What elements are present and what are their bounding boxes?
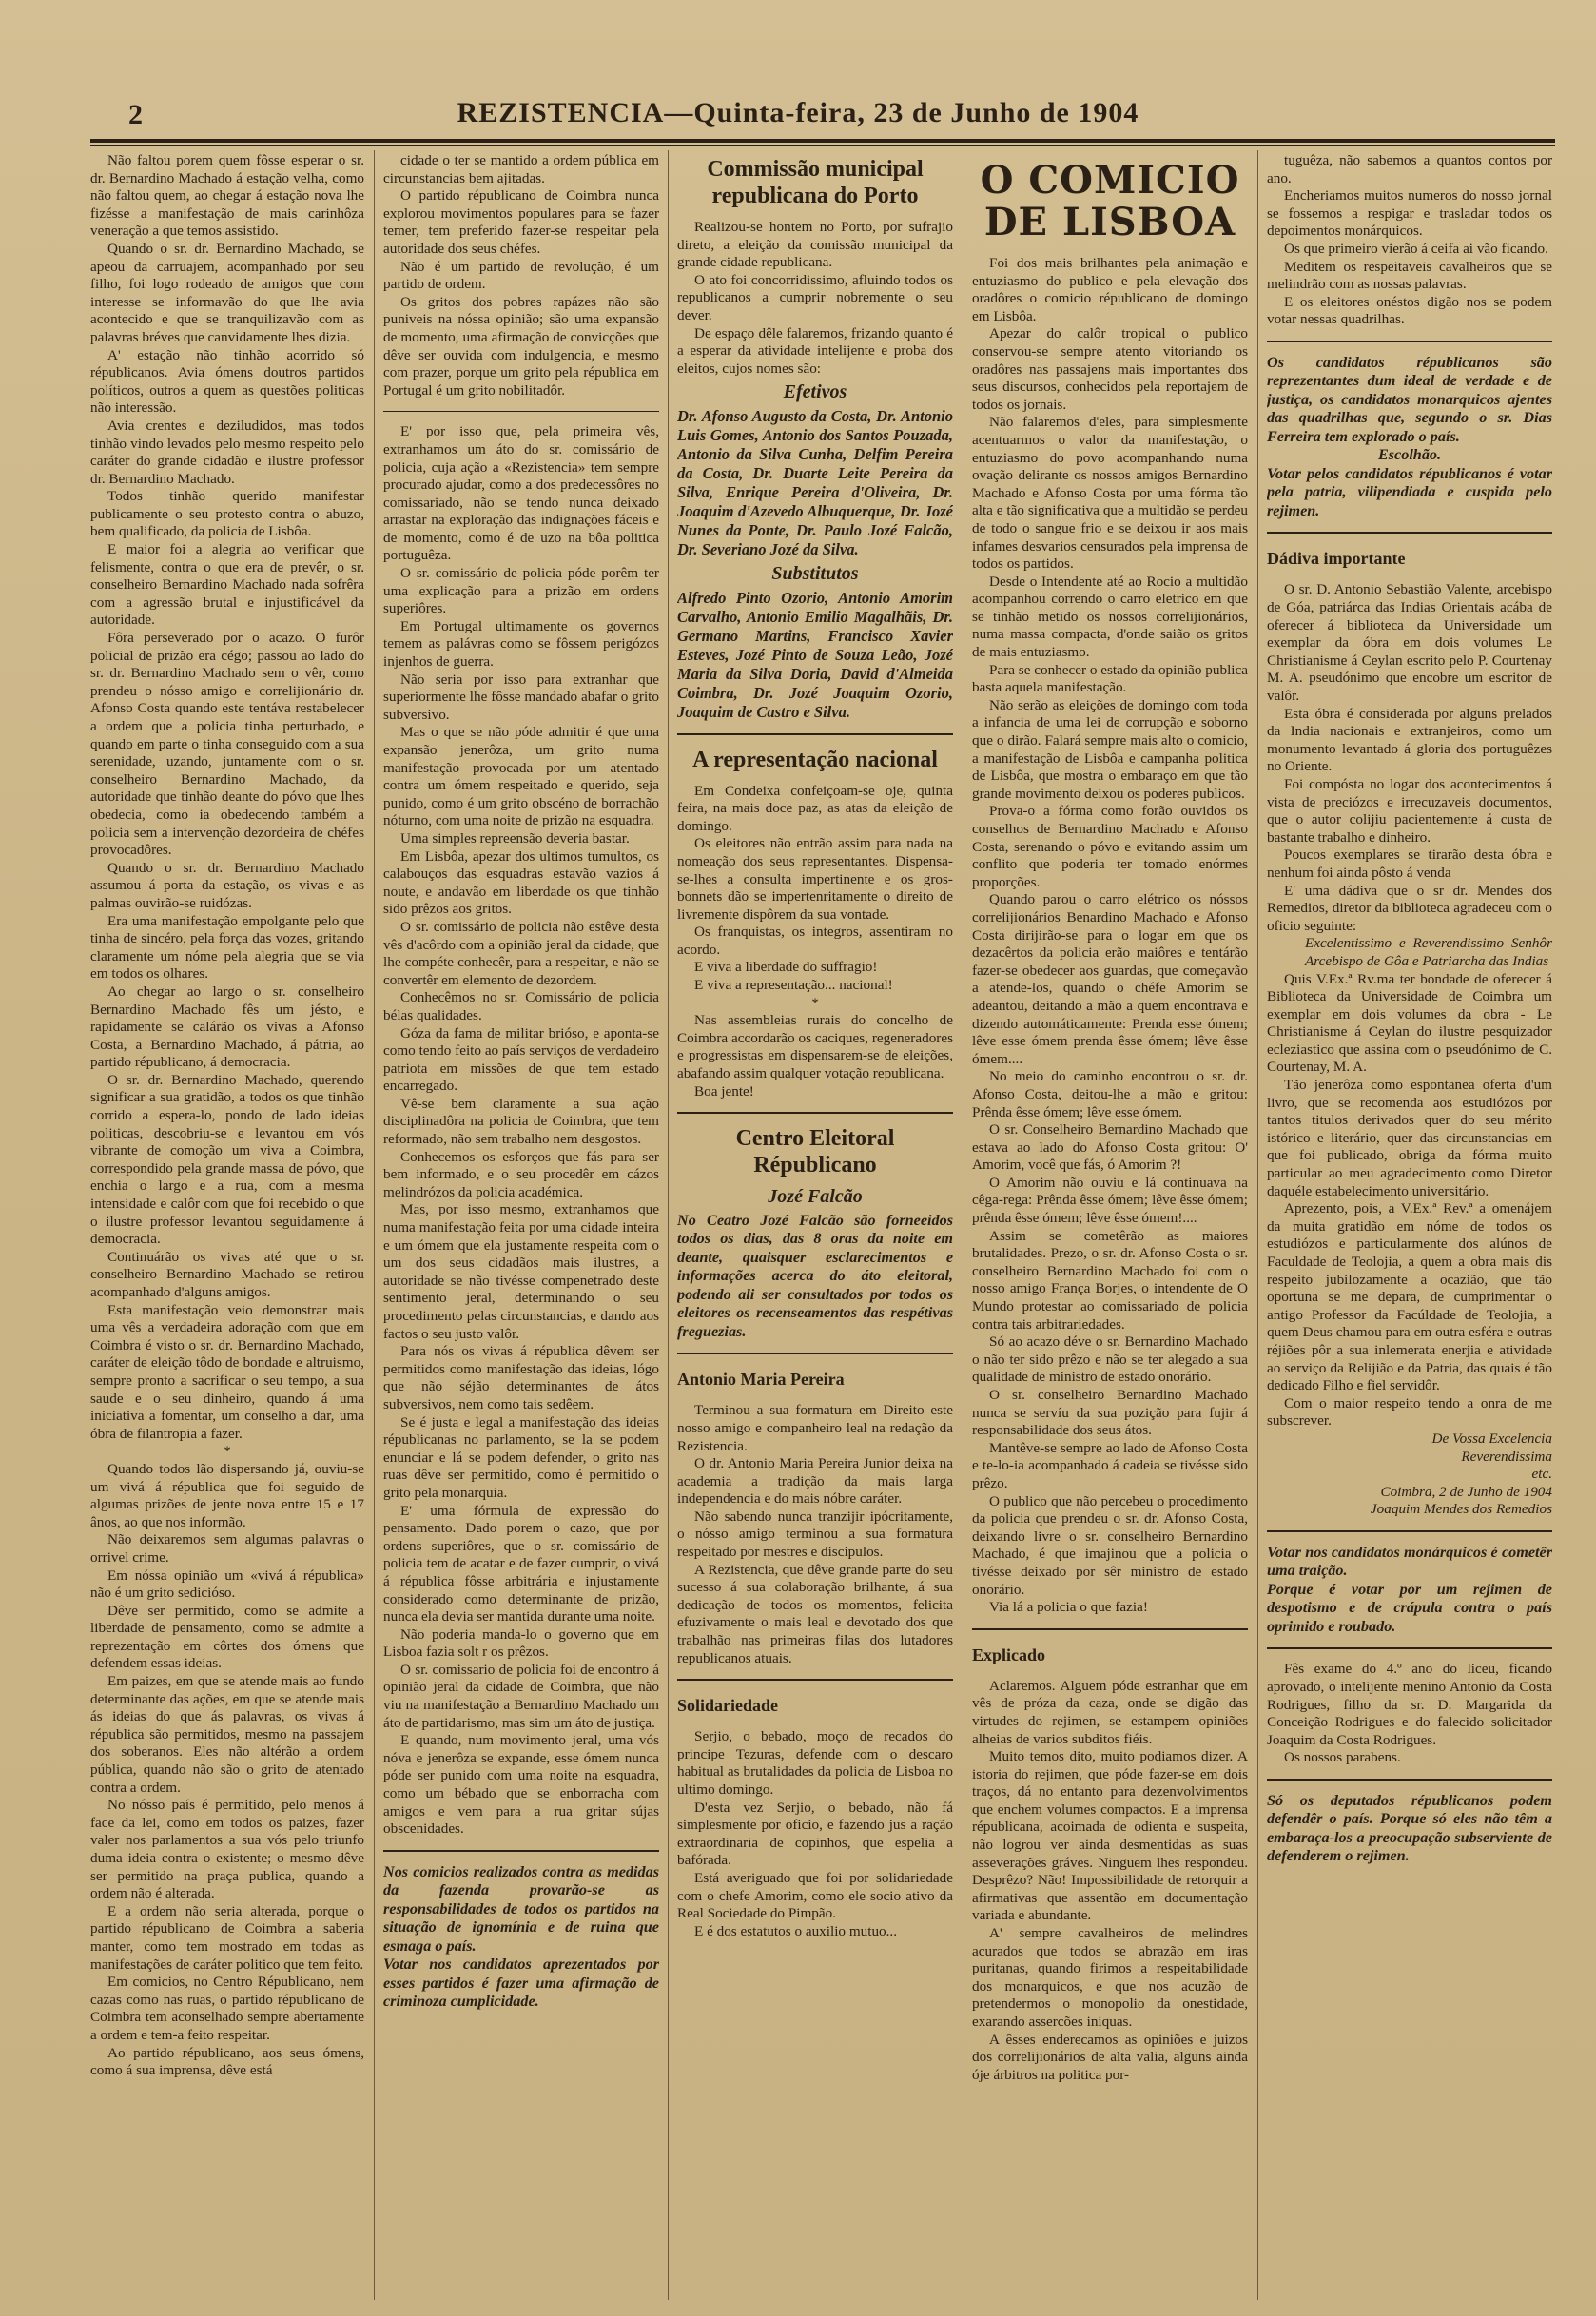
- section-subtitle: Jozé Falcão: [768, 1186, 863, 1208]
- paragraph: De espaço dêle falaremos, frizando quanto é a esperar da atividade intelijente e proba dos eleitos, cujos nomes são:: [677, 324, 953, 377]
- paragraph: Em paizes, em que se atende mais ao fundo determinante das ações, em que se atende mais ás ideias do que ás palavras, os vivas á républica são permitidos, mesmo na passajem dos soberanos. Eles não altérão a ordem pública, quando não são o grito de atentado contra a ordem.: [90, 1673, 364, 1796]
- paragraph: Vê-se bem claramente a sua ação disciplinadôra na policia de Coimbra, que tem reformado, não sem trabalho nem desgostos.: [383, 1095, 659, 1148]
- section-divider: [1267, 1779, 1552, 1781]
- paragraph: Aprezento, pois, a V.Ex.ª Rev.ª a omenájem da muita gratidão em nóme de todos os estudiózos e particularmente dos alúnos de Faculdade de Teolojia, a quem a obra mais dis respeito jubilozamente a ocazião, que tão oportuna se me depara, de cumprimentar o antigo Professor da Facúldade de Teolojia, a quem Deus chamou para em outra esféra e outras réjiões pôr a sua inlemerata enerjia e atividade ao serviço da Relijião e da Patria, das quais é tão dedicado Filho e fiel servidôr.: [1267, 1200, 1552, 1394]
- column-5: [1267, 152, 1552, 2292]
- paragraph: E' uma fórmula de expressão do pensamento. Dado porem o cazo, que por ordens superiôres, que o sr. comissário de policia tem de acatar e de fazer cumprir, o vivá á républica fôsse arbitrária e injustamente considerado como determinante de prizão, nunca ela devia ser mantida durante uma noite.: [383, 1502, 659, 1625]
- paragraph: Uma simples repreensão deveria bastar.: [400, 829, 630, 847]
- column-2: [383, 152, 659, 2292]
- signature-date: Coimbra, 2 de Junho de 1904: [1380, 1483, 1552, 1500]
- paragraph: Aclaremos. Alguem póde estranhar que em vês de próza da caza, onde se digão das virtudes do rejimen, se estampem opiniões alheias de varios subditos fiéis.: [972, 1677, 1248, 1747]
- paragraph: O sr. dr. Bernardino Machado, querendo significar a sua gratidão, a todos os que tinhão corrido a espera-lo, pondo de lado ideias politicas, descobriu-se e levantou em vós vibrante de comoção um viva a Coimbra, correspondido pela grande massa de póvo, que enchia o largo e a rua, com a mesma intensidade e calôr com que foi recebido o que o ilustre professor levantou seguidamente á democracia.: [90, 1071, 364, 1248]
- section-divider: [1267, 1530, 1552, 1532]
- paragraph: Era uma manifestação empolgante pelo que tinha de sincéro, pela força das vozes, gritando claramente um nóme pela alegria que se via em todos os olhares.: [90, 912, 364, 983]
- paragraph: Poucos exemplares se tirarão desta óbra e nenhum foi ainda pôsto á venda: [1267, 847, 1552, 881]
- paragraph: Conhecemos os esforços que fás para ser bem informado, e o seu procedêr em cázos melindrózos da policia académica.: [383, 1148, 659, 1200]
- paragraph: Conhecêmos no sr. Comissário de policia bélas qualidades.: [383, 989, 659, 1023]
- section-divider: [677, 1353, 953, 1354]
- section-divider: [677, 733, 953, 735]
- section-title: Explicado: [972, 1645, 1046, 1664]
- bold-notice: Nos comicios realizados contra as medidas da fazenda provarão-se as responsabilidades de todos os partidos na situação de ignomínia e de ruina que esmaga o país.: [383, 1862, 659, 1955]
- section-title: O COMICIO DE LISBOA: [980, 158, 1240, 244]
- paragraph: Se é justa e legal a manifestação das ideias républicanas no parlamento, se la se podem enunciar e lá se podem defender, o grito nas ruas dêve ser permitido, como é permitido o grito pela monarquia.: [383, 1413, 659, 1501]
- paragraph: Tão jenerôza como espontanea oferta d'um livro, que se recomenda aos estudiózos por tantos titulos derivados quer do seu mérito istórico e literário, quer das circunstancias em que foi publicado, obriga da fórma muito particular ao meu agradecimento como Diretor daquéle estabelecimento universitário.: [1267, 1077, 1552, 1199]
- names-list: Dr. Afonso Augusto da Costa, Dr. Antonio Luis Gomes, Antonio dos Santos Pouzada, Antonio da Silva Cunha, Delfim Pereira da Costa, Dr. Duarte Leite Pereira da Silva, Enrique Pereira d'Oliveira, Dr. Joaquim d'Azevedo Albuquerque, Dr. Jozé Nunes da Ponte, Dr. Paulo Jozé Falcão, Dr. Severiano Jozé da Silva.: [677, 406, 953, 558]
- section-divider: [383, 1850, 659, 1852]
- paragraph: O partido républicano de Coimbra nunca explorou movimentos populares para se fazer temer, tem preferido fazer-se respeitar pela autoridade dos seus chéfes.: [383, 187, 659, 257]
- paragraph: Não falaremos d'eles, para simplesmente acentuarmos o valor da manifestação, o entuziasmo do povo acompanhando numa ovação delirante os nossos amigos Bernardino Machado e Afonso Costa por uma fórma tão alta e tão significativa que a multidão se perdeu de todo o sangue frio e se deixou ir aos mais infames desvarios censurados pela imprensa de todos os partidos.: [972, 414, 1248, 573]
- paragraph: Não poderia manda-lo o governo que em Lisboa fazia solt r os prêzos.: [383, 1625, 659, 1661]
- paragraph: Está averiguado que foi por solidariedade com o chefe Amorim, como ele socio ativo da Real Sociedade do Pimpão.: [677, 1869, 953, 1922]
- paragraph: Não serão as eleições de domingo com toda a infancia de uma lei de corrupção e soborno que o dirão. Falará sempre mais alto o comicio, a manifestação de Lisbôa e campanha politica de Lisbôa, que mostra o embaraço em que tão grande movimento deixou os poderes publicos.: [972, 696, 1248, 802]
- bold-notice: Só os deputados républicanos podem defendêr o país. Porque só eles não têm a embaraça-los a preocupação subserviente de defenderem o rejimen.: [1267, 1791, 1552, 1865]
- paragraph: Quis V.Ex.ª Rv.ma ter bondade de oferecer á Biblioteca da Universidade de Coimbra um exemplar em dois volumes da obra - Le Christianisme á Ceylan do ilustre pesquizador ecleziastico que assina com o pseudónimo de C. Courtenay, M. A.: [1267, 970, 1552, 1076]
- paragraph: E os eleitores onéstos digão nos se podem votar nessas quadrilhas.: [1267, 293, 1552, 328]
- section-title: A representação nacional: [692, 747, 938, 772]
- bold-notice: No Ceatro Jozé Falcão são forneeidos todos os dias, das 8 oras da noite em deante, quaisquer esclarecimentos e informações acerca do áto eleitoral, podendo ali ser consultados por todos os eleitores os recenseamentos das respétivas freguezias.: [677, 1211, 953, 1340]
- paragraph: Os eleitores não entrão assim para nada na nomeação dos seus representantes. Dispensa-se-lhes a consulta impertinente e os gros-bonnets dão se impertenritamente o direito de livremente dispôrem da sua vontade.: [677, 835, 953, 923]
- paragraph: Desde o Intendente até ao Rocio a multidão acompanhou correndo o carro eletrico em que se tinhão metido os nossos correlijionários, numa massa compacta, d'onde saião os gritos de mais entuziasmo.: [972, 573, 1248, 661]
- paragraph: Quando parou o carro elétrico os nóssos correlijionários Benardino Machado e Afonso Costa dirijirão-se para o logar em que os dezacêrtos da policia erão maiôres e tentárão fazer-se obedecer aos guardas, que começavão a atende-los, quando o chéfe Amorim se adeantou, deitando a mão a quem encontrava e dizendo automáticamente: Prenda esse ómem; lêve esse ómem prenda êsse ómem; lêve êsse ómem....: [972, 891, 1248, 1067]
- section-title: Commissão municipal republicana do Porto: [707, 157, 924, 208]
- paragraph: No nósso país é permitido, pelo menos á face da lei, como em todos os paizes, fazer valer nos parlamentos a sua vós pelo triunfo duma ideia contra o existente; o mesmo dêve ser permitido na praça publica, quando a ordem não é alterada.: [90, 1797, 364, 1902]
- paragraph: O sr. comissário de policia não estêve desta vês d'acôrdo com a opinião jeral da cidade, que lhe compéte conhecêr, para a respeitar, e não se convertêr em elemento de dezordem.: [383, 918, 659, 988]
- column-3: [677, 152, 953, 2292]
- paragraph: O Amorim não ouviu e lá continuava na cêga-rega: Prênda êsse ómem; lêve êsse ómem; prênda êsse ómem; lêve êsse ómem!....: [972, 1174, 1248, 1227]
- paragraph: Em Lisbôa, apezar dos ultimos tumultos, os calabouços das esquadras estavão vazios á noute, e andavão em liberdade os que tinhão sido prêzos aos gritos.: [383, 847, 659, 918]
- paragraph: *: [811, 994, 819, 1011]
- paragraph: O sr. comissario de policia foi de encontro á opinião jeral da cidade de Coimbra, que não viu na manifestação a Bernardino Machado um áto de partidarismo, mas sim um áto de justiça.: [383, 1661, 659, 1731]
- paragraph: E viva a representação... nacional!: [694, 977, 893, 994]
- paragraph: tuguêza, não sabemos a quantos contos por ano.: [1267, 152, 1552, 186]
- paragraph: Boa jente!: [694, 1082, 754, 1100]
- section-divider: [1267, 341, 1552, 342]
- column-divider: [1257, 150, 1258, 2300]
- paragraph: O ato foi concorridissimo, afluindo todos os republicanos a cumprir nobremente o seu dever.: [677, 271, 953, 323]
- paragraph: A' sempre cavalheiros de melindres acurados que todos se abrazão em iras puritanas, quando firimos a respeitabilidade dos monarquicos, e que nos acuzão de pretendermos o monopolio da onestidade, exarando assercões iniquas.: [972, 1925, 1248, 2030]
- section-divider: [677, 1679, 953, 1681]
- paragraph: Em Condeixa confeiçoam-se oje, quinta feira, na mais doce paz, as atas da eleição de domingo.: [677, 782, 953, 834]
- paragraph: D'esta vez Serjio, o bebado, não fá simplesmente por oficio, e fazendo jus a ração extraordinaria de copinhos, que espelia a bafórada.: [677, 1799, 953, 1869]
- bold-notice: Votar nos candidatos monárquicos é cometêr uma traição.: [1267, 1543, 1552, 1580]
- section-subtitle: Efetivos: [783, 381, 847, 403]
- letter-salutation: Excelentissimo e Reverendissimo Senhôr Arcebispo de Gôa e Patriarcha das Indias: [1305, 935, 1552, 969]
- paragraph: Não é um partido de revolução, é um partido de ordem.: [383, 258, 659, 293]
- paragraph: O sr. D. Antonio Sebastião Valente, arcebispo de Góa, patriárca das Indias Orientais acába de oferecer á biblioteca da Universidade um exemplar da óbra em dois volumes Le Christianisme á Ceylan escrito pelo P. Courtenay M. A. pseudónimo que encobre um escritor de valôr.: [1267, 581, 1552, 704]
- page-number: 2: [128, 99, 143, 130]
- paragraph: E' uma dádiva que o sr dr. Mendes dos Remedios, diretor da biblioteca agradeceu com o oficio seguinte:: [1267, 882, 1552, 934]
- column-1: [90, 152, 364, 2292]
- section-divider: [1267, 532, 1552, 534]
- paragraph: E quando, num movimento jeral, uma vós nóva e jenerôza se expande, esse ómem nunca póde ser punido com uma noite na esquadra, como um bébado que se enborracha com amigos e vem para a rua gritar sújas obscenidades.: [383, 1732, 659, 1838]
- paragraph: A êsses enderecamos as opiniões e juizos dos correlijionários de alta valia, alguns ainda óje árbitros na politica por-: [972, 2031, 1248, 2083]
- signature-line: Reverendissima: [1461, 1448, 1552, 1465]
- column-divider: [374, 150, 375, 2300]
- paragraph: Mantêve-se sempre ao lado de Afonso Costa e te-lo-ia acompanhado á cadeia se tivésse sido prêzo.: [972, 1439, 1248, 1491]
- paragraph: cidade o ter se mantido a ordem pública em circunstancias bem ajitadas.: [383, 152, 659, 186]
- bold-notice: Porque é votar por um rejimen de despotismo e de crápula contra o país oprimido e roubado.: [1267, 1580, 1552, 1635]
- signature-line: De Vossa Excelencia: [1431, 1430, 1552, 1447]
- paragraph: Ao partido républicano, aos seus ómens, como á sua imprensa, dêve está: [90, 2044, 364, 2079]
- bold-notice: Escolhão.: [1377, 446, 1442, 464]
- paragraph: Mas o que se não póde admitir é que uma expansão jenerôza, um grito numa manifestação provocada por um atentado contra um ómem respeitado e querido, seja punido, como é um grito obscéno de borrachão nóturno, com uma noite de prizão na esquadra.: [383, 724, 659, 829]
- paragraph: Muito temos dito, muito podiamos dizer. A istoria do rejimen, que póde fazer-se em dois traços, dá no entanto para dezenvolvimentos que enchem volumes compactos. E a imprensa républicana, acoimada de odienta e suspeita, não logrou ver ainda desmentidas as suas asseverações gráves. Ninguem lhes respondeu. Desprêzo? Não! Impossibilidade de retorquir a afirmativas que assentão em documentação variada e abundante.: [972, 1748, 1248, 1924]
- paragraph: Não faltou porem quem fôsse esperar o sr. dr. Bernardino Machado á estação velha, como não faltou quem, ao chegar á estação nova lhe fizésse a manifestação de mais carinhôza veneração a que temos assistido.: [90, 152, 364, 240]
- paragraph: O sr. Conselheiro Bernardino Machado que estava ao lado do Afonso Costa gritou: O' Amorim, você que fás, ó Amorim ?!: [972, 1121, 1248, 1174]
- column-divider: [668, 150, 669, 2300]
- paragraph: Para nós os vivas á républica dêvem ser permitidos como manifestação das ideias, lógo que não séjão determinantes de átos subversivos, nem como tais sedêem.: [383, 1343, 659, 1412]
- paragraph: Com o maior respeito tendo a onra de me subscrever.: [1267, 1394, 1552, 1430]
- paragraph: Só ao acazo déve o sr. Bernardino Machado o não ter sido prêzo e não se ter alegado a sua qualidade de ministro de estado onorário.: [972, 1333, 1248, 1386]
- paragraph: Continuárão os vivas até que o sr. conselheiro Bernardino Machado se retirou acompanhado d'alguns amigos.: [90, 1248, 364, 1300]
- paragraph: Góza da fama de militar brióso, e aponta-se como tendo feito ao país serviços de verdadeiro patriota em missões de que tem estado encarregado.: [383, 1024, 659, 1095]
- paragraph: *: [224, 1443, 231, 1460]
- paragraph: A Rezistencia, que dêve grande parte do seu sucesso á sua colaboração brilhante, á sua dedicação de todos os momentos, felicita efuzivamente o mais leal e devotado dos que trabalhão nas primeiras filas dos lutadores republicanos atuais.: [677, 1561, 953, 1666]
- paragraph: Assim se cometêrão as maiores brutalidades. Prezo, o sr. dr. Afonso Costa o sr. conselheiro Bernardino Machado foi com o nosso amigo França Borjes, o intendente de O Mundo protestar ao comissariado de policia contra tais arbitrariedades.: [972, 1227, 1248, 1333]
- paragraph: Quando todos lão dispersando já, ouviu-se um vivá á républica que foi seguido de algumas prizões de jente nova entre 15 e 17 ânos, ao que nos informão.: [90, 1460, 364, 1530]
- paragraph: E' por isso que, pela primeira vês, extranhamos um áto do sr. comissário de policia, cuja ação a «Rezistencia» tem sempre procurado ajudar, como a dos predecessôres no comissariado, não se tendo nunca deixado arrastar na exploração das indignações fáceis e de momento, como é de uzo na bôa politica portuguêza.: [383, 423, 659, 564]
- paragraph: Meditem os respeitaveis cavalheiros que se melindrão com as nossas palavras.: [1267, 258, 1552, 293]
- paragraph: Apezar do calôr tropical o publico conservou-se sempre atento vitoriando os oradôres nas passajens mais importantes dos seus discursos, conhecidos pela reportajem de todos os jornais.: [972, 325, 1248, 413]
- signature-name: Joaquim Mendes dos Remedios: [1370, 1501, 1552, 1518]
- paragraph: Serjio, o bebado, moço de recados do principe Tezuras, defende com o descaro habitual as brutalidades da policia de Lisboa no ultimo domingo.: [677, 1728, 953, 1798]
- paragraph: Foi dos mais brilhantes pela animação e entuziasmo do publico e pela elevação dos oradôres o comicio républicano de domingo em Lisbôa.: [972, 255, 1248, 324]
- header-rule: [90, 139, 1555, 143]
- section-divider: [383, 411, 659, 412]
- bold-notice: Os candidatos républicanos são reprezentantes dum ideal de verdade e de justiça, os candidatos monarquicos ajentes das quadrilhas que, segundo o sr. Dias Ferreira tem explorado o país.: [1267, 353, 1552, 445]
- bold-notice: Votar nos candidatos aprezentados por esses partidos é fazer uma afirmação de criminoza cumplicidade.: [383, 1956, 659, 2011]
- paragraph: Os que primeiro vierão á ceifa ai vão ficando.: [1284, 240, 1548, 257]
- bold-notice: Votar pelos candidatos républicanos é votar pela patria, vilipendiada e cuspida pelo rejimen.: [1267, 464, 1552, 519]
- paragraph: Dêve ser permitido, como se admite a liberdade de pensamento, como se admite a reprezentação em côrtes dos ómens que defendem essas ideias.: [90, 1602, 364, 1672]
- paragraph: Não seria por isso para extranhar que superiormente lhe fôsse mandado abafar o grito subversivo.: [383, 671, 659, 723]
- paragraph: Em nóssa opinião um «vivá á républica» não é um grito sedicióso.: [90, 1567, 364, 1602]
- section-title: Antonio Maria Pereira: [677, 1370, 845, 1390]
- paragraph: O publico que não percebeu o procedimento da policia que prendeu o sr. dr. Afonso Costa, deixando livre o sr. conselheiro Bernardino Machado, é que imajinou que a policia o tivésse deixado por sêr ministro de estado onorário.: [972, 1492, 1248, 1598]
- paragraph: O sr. comissário de policia póde porêm ter uma explicação para a prizão em ordens superiôres.: [383, 565, 659, 617]
- paragraph: Fôra perseverado por o acazo. O furôr policial de prizão era cégo; passou ao lado do sr. dr. Bernardino Machado sem o vêr, como prendeu o nósso amigo e correlijionário dr. Afonso Costa quando este tentáva restabelecer a ordem que a policia tinha perturbado, e quando em parte o tinha conseguido com a sua serenidade, uzando, juntamente com o sr. conselheiro Bernardino Machado, da autoridade que tinhão deante do póvo que lhes obedecia, como ia obedecendo também a policia sem a intervenção dezordeira de chéfes provocadôres.: [90, 630, 364, 859]
- paragraph: No meio do caminho encontrou o sr. dr. Afonso Costa, deitou-lhe a mão e gritou: Prênda êsse ómem; lêve esse ómem.: [972, 1068, 1248, 1120]
- paragraph: Encheriamos muitos numeros do nosso jornal se fossemos a respigar e trasladar todos os depoimentos monárquicos.: [1267, 187, 1552, 240]
- paragraph: E maior foi a alegria ao verificar que felismente, contra o que era de prevêr, o sr. conselheiro Bernardino Machado nada sofrêra com a agressão brutal e injustificável da autoridade.: [90, 541, 364, 629]
- paragraph: Em Portugal ultimamente os governos temem as palávras como se fôssem perigózos injenhos de guerra.: [383, 617, 659, 671]
- column-4: [972, 152, 1248, 2292]
- paragraph: Via lá a policia o que fazia!: [989, 1599, 1148, 1616]
- paragraph: A' estação não tinhão acorrido só républicanos. Avia ómens doutros partidos políticos, outros a quem as questões politicas não interessão.: [90, 346, 364, 417]
- paragraph: Em comicios, no Centro Républicano, nem cazas como nas ruas, o partido républicano de Coimbra tem aconselhado sempre abertamente a ordem e tem-a feito respeitar.: [90, 1974, 364, 2043]
- paragraph: Nas assembleias rurais do concelho de Coimbra accordarão os caciques, regeneradores e progressistas em dispensarem-se de eleições, abafando assim qualquer votação republicana.: [677, 1012, 953, 1082]
- paragraph: Os nossos parabens.: [1284, 1749, 1401, 1766]
- paragraph: Os gritos dos pobres rapázes não são puniveis na nóssa opinião; são uma expansão de momento, uma afirmação de convicções que dêve ser ouvida com indulgencia, e mesmo com prazer, porque um grito pela républica em Portugal é um grito nobilitadôr.: [383, 293, 659, 399]
- section-title: Solidariedade: [677, 1696, 779, 1716]
- section-divider: [677, 1112, 953, 1114]
- section-divider: [972, 1628, 1248, 1630]
- signature-line: etc.: [1531, 1466, 1552, 1483]
- section-divider: [1267, 1647, 1552, 1649]
- paragraph: Esta óbra é considerada por alguns prelados da India nacionais e extranjeiros, como um monumento levantado á gloria dos portuguêzes no Oriente.: [1267, 705, 1552, 775]
- paragraph: Quando o sr. dr. Bernardino Machado, se apeou da carruajem, acompanhado por seu filho, foi logo rodeado de amigos que com interesse se informavão do que lhe avia acontecido e que se tranquilizavão com as palavras bréves que canvidamente lhes dizia.: [90, 240, 364, 345]
- paragraph: E é dos estatutos o auxilio mutuo...: [694, 1922, 898, 1939]
- paragraph: Avia crentes e deziludidos, mas todos tinhão vindo levados pelo mesmo respeito pelo caráter do grande cidadão e ilustre professor dr. Bernardino Machado.: [90, 417, 364, 487]
- paragraph: O dr. Antonio Maria Pereira Junior deixa na academia a tradição da mais larga independencia e do mais nóbre caráter.: [677, 1455, 953, 1508]
- paragraph: Prova-o a fórma como forão ouvidos os conselhos de Bernardino Machado e Afonso Costa, serenando o póvo e evitando assim um conflito que poderia ter tomado enórmes proporções.: [972, 803, 1248, 890]
- paragraph: O sr. conselheiro Bernardino Machado nunca se servíu da sua pozição para fujir á responsabilidade dos seus átos.: [972, 1387, 1248, 1439]
- paragraph: E a ordem não seria alterada, porque o partido républicano de Coimbra a saberia manter, como tem mostrado em todas as manifestações de caráter politico que tem feito.: [90, 1902, 364, 1973]
- paragraph: Para se conhecer o estado da opinião publica basta aquela manifestação.: [972, 661, 1248, 696]
- section-title: Dádiva importante: [1267, 549, 1406, 569]
- header-rule-thin: [90, 145, 1555, 146]
- paragraph: Quando o sr. dr. Bernardino Machado assumou á porta da estação, os vivas e as palmas ouvirão-se ruidózas.: [90, 859, 364, 911]
- paragraph: Os franquistas, os integros, assentiram no acordo.: [677, 924, 953, 958]
- masthead: REZISTENCIA—Quinta-feira, 23 de Junho de 1904: [457, 97, 1139, 128]
- page-header: [38, 88, 1558, 135]
- paragraph: Não deixaremos sem algumas palavras o orrivel crime.: [90, 1531, 364, 1566]
- names-list: Alfredo Pinto Ozorio, Antonio Amorim Carvalho, Antonio Emilio Magalhãis, Dr. Germano Martins, Francisco Xavier Esteves, Jozé Pinto de Souza Leão, Jozé Maria da Silva Doria, David d'Almeida Coimbra, Dr. Jozé Joaquim Ozorio, Joaquim de Castro e Silva.: [677, 588, 953, 721]
- paragraph: Todos tinhão querido manifestar publicamente o seu protesto contra o abuzo, bem qualificado, da policia de Lisbôa.: [90, 488, 364, 540]
- paragraph: Ao chegar ao largo o sr. conselheiro Bernardino Machado fês um jésto, e rapidamente se calárão os vivas a Afonso Costa, a Bernardino Machado, á pátria, ao partido républicano, á democracia.: [90, 983, 364, 1071]
- paragraph: E viva a liberdade do suffragio!: [694, 959, 878, 976]
- section-subtitle: Substitutos: [771, 562, 859, 584]
- paragraph: Esta manifestação veio demonstrar mais uma vês a verdadeira adoração com que em Coimbra é visto o sr. dr. Bernardino Machado, caráter de eleição tôdo de bondade e altruismo, sempre pronto a sacrificar o seu tempo, a sua saude e o seu dinheiro, quando á uma iniciativa a fomentar, um conselho a dar, uma óbra de filantropia a fazer.: [90, 1301, 364, 1442]
- paragraph: Terminou a sua formatura em Direito este nosso amigo e companheiro leal na redação da Rezistencia.: [677, 1402, 953, 1454]
- section-title: Centro Eleitoral Républicano: [735, 1126, 895, 1178]
- paragraph: Foi compósta no logar dos acontecimentos á vista de preciózos e irrecuzaveis documentos, que o autor colijiu pacientemente á custa de bastante trabalho e dinheiro.: [1267, 775, 1552, 846]
- paragraph: Fês exame do 4.º ano do liceu, ficando aprovado, o intelijente menino Antonio da Costa Rodrigues, filho da sr. D. Margarida da Conceição Rodrigues e do falecido solicitador Joaquim da Costa Rodrigues.: [1267, 1661, 1552, 1748]
- paragraph: Mas, por isso mesmo, extranhamos que numa manifestação feita por uma cidade inteira e um ómem que ela justamente respeita com o um dos seus cidadãos mais ilustres, a autoridade se não tivésse compenetrado deste sentimento jeral, determinando o seu procedimento pelas circunstancias, e dando aos factos o seu justo valôr.: [383, 1201, 659, 1342]
- paragraph: Realizou-se hontem no Porto, por sufrajio direto, a eleição da comissão municipal da grande cidade republicana.: [677, 219, 953, 271]
- paragraph: Não sabendo nunca tranzijir ipócritamente, o nósso amigo terminou a sua formatura respeitado por mestres e discipulos.: [677, 1508, 953, 1561]
